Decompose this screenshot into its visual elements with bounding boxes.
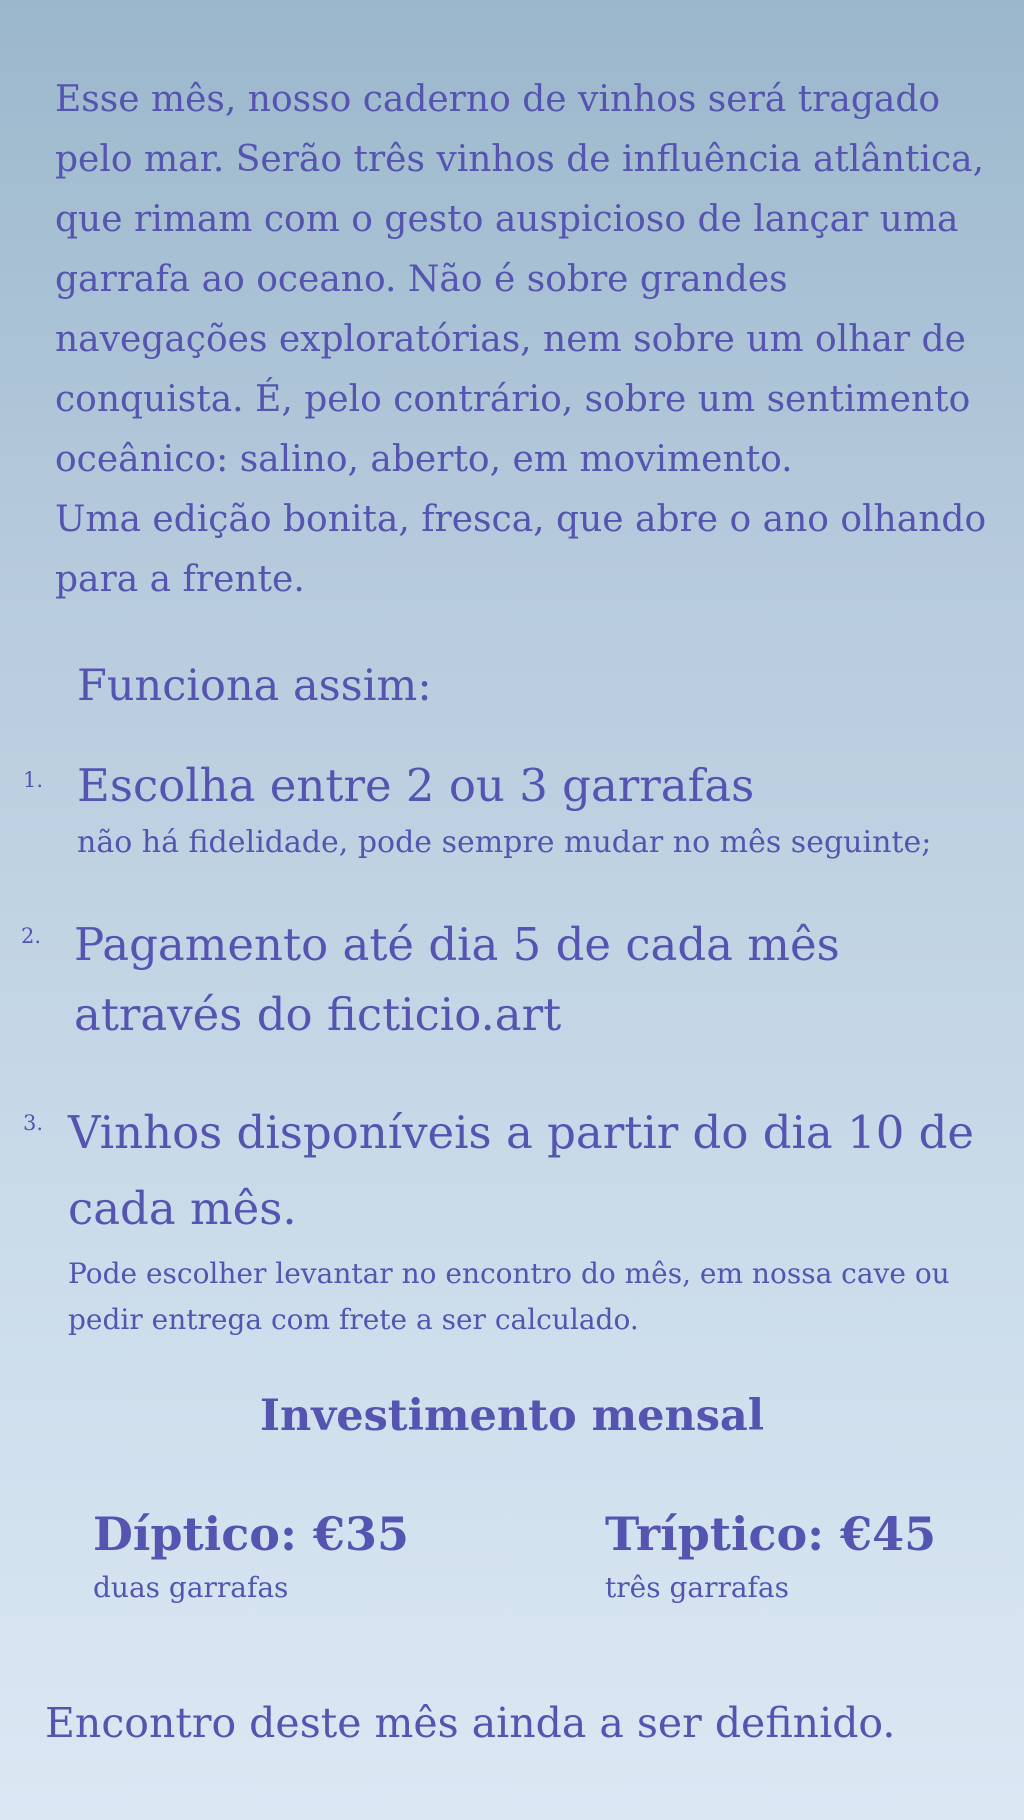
plan-triptico (605, 1505, 936, 1609)
plan-description: duas garrafas (93, 1571, 289, 1604)
meeting-note: Encontro deste mês ainda a ser definido. (45, 1699, 896, 1747)
plan-name: Díptico: €35 (93, 1507, 409, 1561)
intro-paragraph: Esse mês, nosso caderno de vinhos será tragado pelo mar. Serão três vinhos de influência atlântica, que rimam com o gesto auspicioso de lançar uma garrafa ao oceano. Não é sobre grandes navegações exploratórias, nem sobre um olhar de conquista. É, pelo contrário, sobre um sentimento oceânico: salino, aberto, em movimento. (55, 79, 985, 480)
plan-description: três garrafas (605, 1571, 789, 1604)
intro-text (55, 70, 1005, 610)
plan-name: Tríptico: €45 (605, 1507, 937, 1561)
step-2 (21, 910, 974, 1050)
step-title: Vinhos disponíveis a partir do dia 10 de cada mês. (68, 1106, 975, 1235)
intro-paragraph: Uma edição bonita, fresca, que abre o ano olhando para a frente. (55, 499, 987, 600)
step-number: 2. (21, 924, 42, 948)
how-it-works-heading: Funciona assim: (77, 661, 432, 711)
plan-diptico (93, 1505, 409, 1609)
step-3 (23, 1095, 988, 1343)
step-description: não há fidelidade, pode sempre mudar no mês seguinte; (77, 825, 932, 860)
step-description: Pode escolher levantar no encontro do mês, em nossa cave ou pedir entrega com frete a ser calculado. (68, 1257, 950, 1336)
step-title: Pagamento até dia 5 de cada mês através do ficticio.art (74, 918, 840, 1041)
step-number: 1. (23, 768, 44, 792)
step-1 (23, 752, 977, 865)
step-title: Escolha entre 2 ou 3 garrafas (77, 759, 755, 812)
investment-heading: Investimento mensal (259, 1391, 765, 1441)
step-number: 3. (23, 1111, 44, 1135)
